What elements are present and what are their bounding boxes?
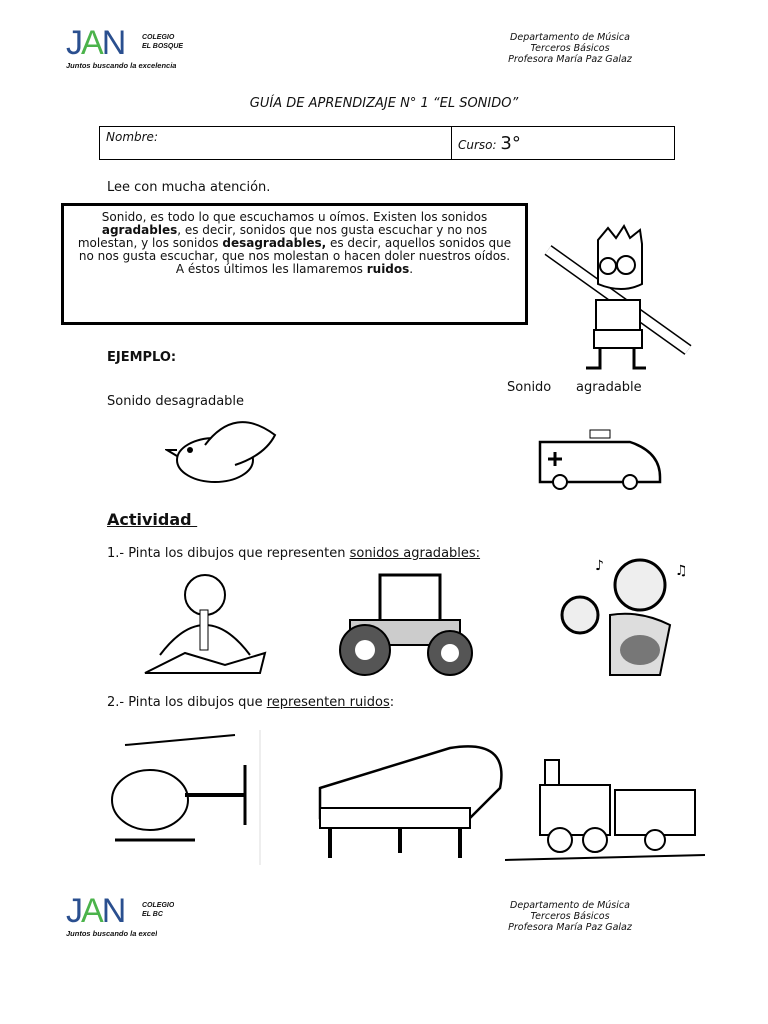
unpleasant-sound-label: Sonido desagradable: [107, 394, 245, 409]
activity-heading: Actividad: [107, 510, 198, 529]
piano-illustration: [300, 728, 515, 868]
svg-text:♪: ♪: [595, 558, 604, 574]
train-illustration: [505, 740, 705, 870]
footer-dept: Departamento de Música Terceros Básicos Profesora María Paz Galaz: [508, 900, 632, 933]
footer-logo: JAN COLEGIO EL BC Juntos buscando la excel: [66, 892, 175, 938]
name-course-table: [99, 126, 675, 160]
child-playing-flute-illustration: [140, 565, 290, 680]
bird-illustration: [165, 415, 285, 495]
svg-text:♫: ♫: [675, 563, 688, 579]
children-singing-guitar-illustration: [540, 545, 710, 685]
bart-pencil-illustration: [538, 220, 698, 380]
ambulance-illustration: [530, 422, 665, 492]
page-title: GUÍA DE APRENDIZAJE N° 1 “EL SONIDO”: [249, 96, 519, 111]
pleasant-sound-label: Sonido agradable: [507, 380, 642, 395]
intro-text: Lee con mucha atención.: [107, 180, 271, 195]
question-1: 1.- Pinta los dibujos que representen sonidos agradables:: [107, 546, 481, 561]
name-field[interactable]: Nombre:: [100, 127, 452, 159]
helicopter-illustration: [105, 725, 265, 870]
tractor-illustration: [330, 565, 480, 680]
course-field[interactable]: Curso: 3°: [458, 133, 521, 154]
school-logo: JAN COLEGIO EL BOSQUE Juntos buscando la excelencia: [66, 24, 184, 70]
header-dept: Departamento de Música Terceros Básicos Profesora María Paz Galaz: [508, 32, 632, 65]
info-box: Sonido, es todo lo que escuchamos u oímos. Existen los sonidos agradables, es decir, sonidos que nos gusta escuchar y no nos molestan, y los sonidos desagradables, es decir, aquellos sonidos que no nos gusta escuchar, que nos molestan o hacen doler nuestros oídos. A éstos últimos les llamaremos ruidos.: [61, 203, 528, 325]
example-label: EJEMPLO:: [107, 350, 177, 365]
question-2: 2.- Pinta los dibujos que representen ruidos:: [107, 695, 395, 710]
logo-mark: JAN: [66, 24, 125, 62]
